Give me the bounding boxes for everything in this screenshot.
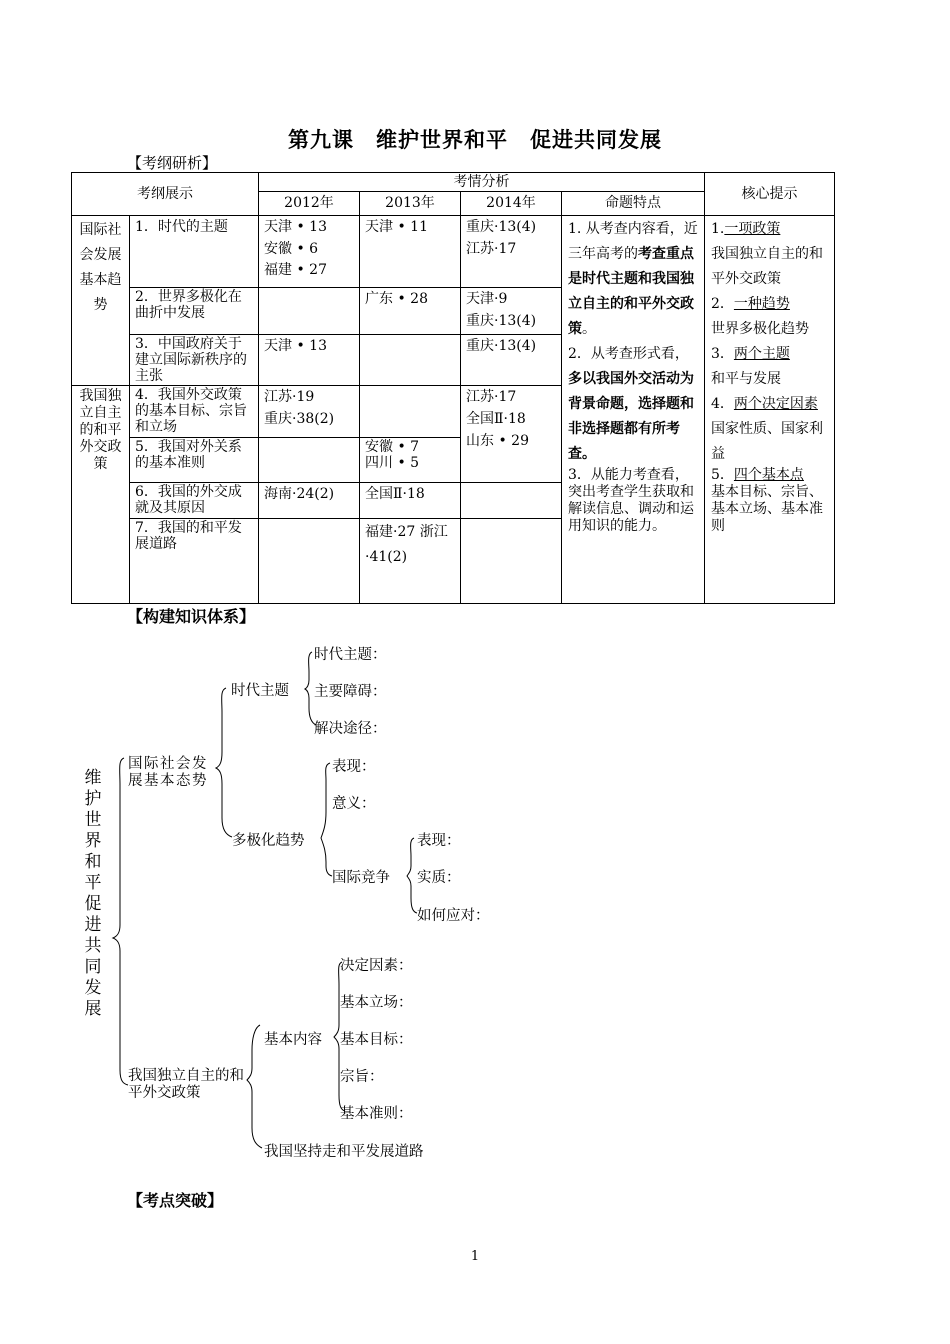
branch-international: 国际社会发展基本态势 [128,756,208,789]
node-era-theme: 时代主题 [231,683,289,699]
row-2013: 广东 • 28 [360,288,461,335]
leaf: 基本目标： [340,1032,413,1048]
node-competition: 国际竞争 [332,870,390,886]
group-foreign-policy: 我国独立自主的和平外交政策 [72,386,130,604]
row-item: 5．我国对外关系的基本准则 [130,438,259,483]
leaf: 表现： [332,759,376,775]
node-multipolar: 多极化趋势 [232,833,305,849]
section-outline-heading: 【考纲研析】 [127,154,218,172]
branch-foreign-policy: 我国独立自主的和平外交政策 [128,1068,244,1101]
core-cell: 1.一项政策 我国独立自主的和平外交政策 2．一种趋势 世界多极化趋势 3．两个主题 和平与发展 4．两个决定因素 国家性质、国家利益 5．四个基本点 基本目标、宗旨、基本立场、基本准则 [705,216,835,604]
row-2013: 全国Ⅱ·18 [360,483,461,519]
row-2013: 安徽 • 7 四川 • 5 [360,438,461,483]
section-knowledge-heading: 【构建知识体系】 [127,607,256,626]
row-item: 2．世界多极化在曲折中发展 [130,288,259,335]
row-2014: 江苏·17 全国Ⅱ·18 山东 • 29 [461,386,562,483]
row-item: 3．中国政府关于建立国际新秩序的主张 [130,335,259,386]
row-2012: 海南·24(2) [259,483,360,519]
row-2014: 重庆·13(4) 江苏·17 [461,216,562,288]
leaf: 主要障碍： [314,684,387,700]
row-2012: 天津 • 13 [259,335,360,386]
header-2013: 2013年 [360,192,461,216]
leaf: 时代主题： [314,647,387,663]
leaf: 实质： [417,870,461,886]
header-syllabus: 考纲展示 [72,173,259,216]
leaf: 宗旨： [340,1069,384,1085]
leaf: 意义： [332,796,376,812]
header-analysis: 考情分析 [259,173,705,192]
leaf: 解决途径： [314,721,387,737]
header-2014: 2014年 [461,192,562,216]
page-number: 1 [470,1249,480,1264]
features-cell: 1. 从考查内容看，近三年高考的考查重点是时代主题和我国独立自主的和平外交政策。 2．从考查形式看，多以我国外交活动为背景命题，选择题和非选择题都有所考查。 3．从能力考查看，突出考查学生获取和解读信息、调动和运用知识的能力。 [562,216,705,604]
row-2014: 重庆·13(4) [461,335,562,386]
header-features: 命题特点 [562,192,705,216]
node-peaceful-road: 我国坚持走和平发展道路 [264,1144,424,1160]
mindmap-root: 维护世界和平促进共同发展 [84,768,102,1019]
leaf: 决定因素： [340,958,413,974]
header-2012: 2012年 [259,192,360,216]
leaf: 基本准则： [340,1106,413,1122]
row-item: 1．时代的主题 [130,216,259,288]
row-item: 4．我国外交政策的基本目标、宗旨和立场 [130,386,259,438]
row-2013: 天津 • 11 [360,216,461,288]
leaf: 基本立场： [340,995,413,1011]
page-title: 第九课 维护世界和平 促进共同发展 [288,128,662,152]
group-international-trend: 国际社会发展基本趋势 [72,216,130,386]
row-item: 7．我国的和平发展道路 [130,519,259,604]
row-item: 6．我国的外交成就及其原因 [130,483,259,519]
header-core: 核心提示 [705,173,835,216]
row-2012: 天津 • 13 安徽 • 6 福建 • 27 [259,216,360,288]
section-breakthrough-heading: 【考点突破】 [127,1191,224,1210]
node-basic-content: 基本内容 [264,1032,322,1048]
row-2012: 江苏·19 重庆·38(2) [259,386,360,438]
row-2014: 天津·9 重庆·13(4) [461,288,562,335]
row-2013: 福建·27 浙江·41(2) [360,519,461,604]
leaf: 如何应对： [417,908,490,924]
leaf: 表现： [417,833,461,849]
